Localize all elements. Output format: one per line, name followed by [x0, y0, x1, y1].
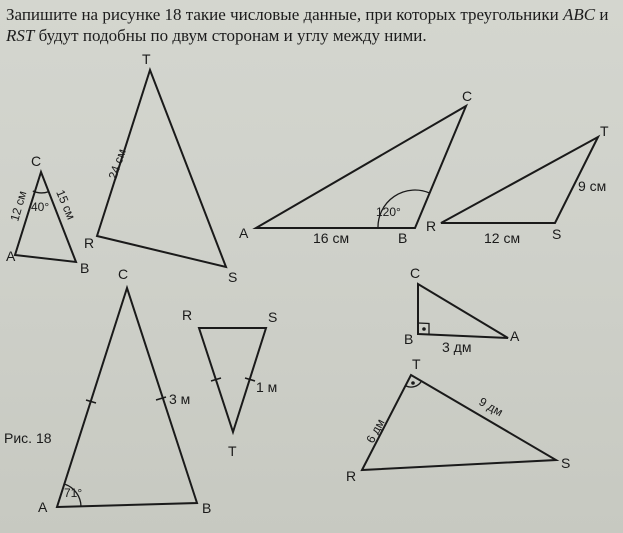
pair1-vertex-r: R [84, 235, 95, 251]
pair1-side-bc-label: 15 см [53, 187, 79, 222]
pair1-triangle-rst [84, 51, 237, 285]
pair2-triangle-abc [239, 88, 472, 246]
pair3-triangle-abc [38, 266, 211, 516]
pair4-vertex-a: A [510, 328, 520, 344]
pair3-side-st-label: 1 м [256, 379, 278, 395]
pair4-vertex-r: R [346, 468, 357, 484]
pair3-triangle-rst [182, 307, 277, 459]
pair4-vertex-t: T [412, 356, 421, 372]
triangle-abc-name: ABC [562, 5, 596, 24]
pair1-vertex-b: B [80, 260, 90, 276]
pair4-side-rt-label: 6 дм [363, 416, 388, 446]
pair4-right-angle-t-dot [411, 381, 415, 385]
pair4-side-ts-label: 9 дм [476, 394, 506, 420]
pair4-vertex-c: C [410, 265, 421, 281]
pair3-vertex-s: S [268, 309, 278, 325]
pair1-side-rt-label: 24 см [105, 147, 129, 181]
pair1-vertex-s: S [228, 269, 238, 285]
pair1-triangle-abc [6, 153, 89, 276]
pair1-vertex-c: C [31, 153, 42, 169]
pair2-side-rs-label: 12 см [484, 230, 521, 246]
pair2-vertex-a: A [239, 225, 249, 241]
pair2-side-ab-label: 16 см [313, 230, 350, 246]
pair4-vertex-b: B [404, 331, 414, 347]
task-conjunction: и [595, 5, 609, 24]
triangle-rst-name: RST [6, 26, 35, 45]
task-text-end: будут подобны по двум сторонам и углу между ними. [34, 26, 427, 45]
pair2-abc-edges [256, 106, 466, 228]
pair2-angle-b-label: 120° [376, 205, 401, 219]
pair4-triangle-abc [404, 265, 520, 355]
pair4-vertex-s: S [561, 455, 571, 471]
pair4-triangle-rst [346, 356, 570, 484]
pair1-angle-c-label: 40° [31, 200, 50, 214]
pair2-rst-edges [441, 137, 598, 223]
pair4-rst-edges [362, 375, 556, 470]
pair3-vertex-b: B [202, 500, 212, 516]
pair1-side-ac-label: 12 см [7, 189, 30, 223]
pair3-vertex-r: R [182, 307, 193, 323]
pair2-vertex-b: B [398, 230, 408, 246]
pair1-vertex-t: T [142, 51, 151, 67]
pair2-vertex-c: C [462, 88, 473, 104]
pair2-triangle-rst [426, 123, 609, 246]
figure-caption: Рис. 18 [4, 430, 52, 446]
pair2-side-st-label: 9 см [578, 178, 607, 194]
pair2-vertex-r: R [426, 218, 437, 234]
pair3-vertex-c: C [118, 266, 129, 282]
pair4-right-angle-b-dot [422, 327, 426, 331]
pair4-abc-edges [418, 284, 508, 338]
pair3-vertex-t: T [228, 443, 237, 459]
pair3-vertex-a: A [38, 499, 48, 515]
pair4-side-ab-label: 3 дм [442, 339, 472, 355]
pair2-vertex-t: T [600, 123, 609, 139]
task-text-start: Запишите на рисунке 18 такие числовые данные, при которых треугольники [6, 5, 563, 24]
pair2-vertex-s: S [552, 226, 562, 242]
pair3-tick-bc [156, 397, 166, 400]
pair3-side-ac-label: 3 м [169, 391, 191, 407]
pair1-vertex-a: A [6, 248, 16, 264]
pair3-angle-a-label: 71° [64, 486, 83, 500]
